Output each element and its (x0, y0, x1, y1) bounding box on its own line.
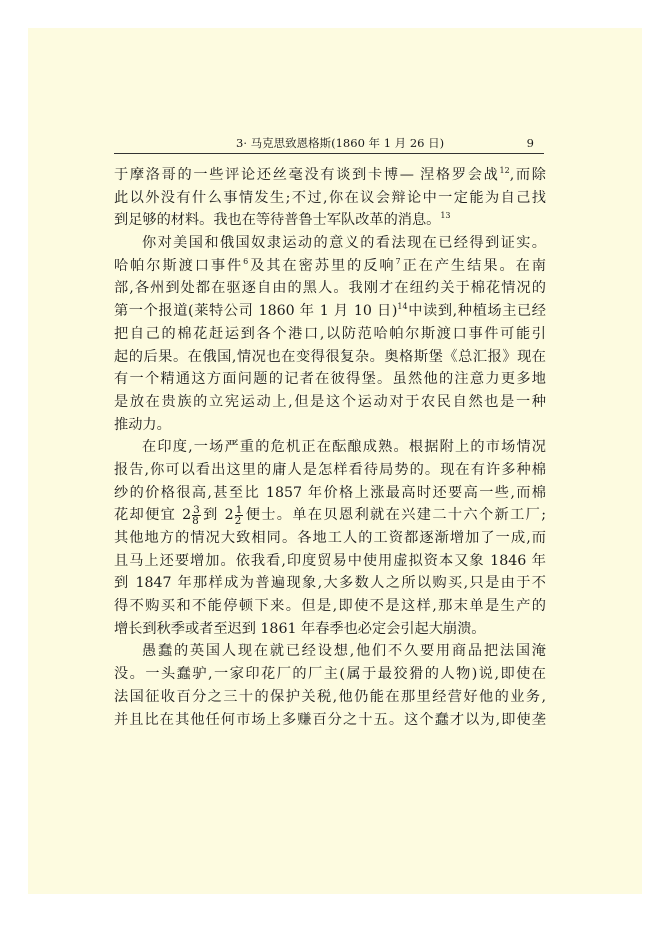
text-line: 到 1847 年那样成为普遍现象,大多数人之所以购买,只是由于不 (114, 575, 546, 592)
running-header (114, 133, 544, 154)
text-line: 愚蠢的英国人现在就已经设想,他们不久要用商品把法国淹 (142, 643, 546, 660)
text-segment: 便士。单在贝恩利就在兴建二十六个新工厂; (244, 507, 546, 524)
text-segment: 哈帕尔斯渡口事件 (114, 257, 244, 274)
text-line: 此以外没有什么事情发生;不过,你在议会辩论中一定能为自己找 (114, 189, 546, 206)
text-segment: ,而除 (509, 167, 546, 183)
text-segment: 第一个报道(莱特公司 1860 年 1 月 10 日) (114, 303, 398, 320)
text-line: 起的后果。在俄国,情况也在变得很复杂。奥格斯堡《总汇报》现在 (114, 348, 546, 365)
text-line (114, 300, 546, 323)
page-number: 9 (526, 136, 534, 150)
fraction-denominator: 2 (234, 514, 242, 527)
text-segment: 到 2 (201, 507, 234, 524)
footnote-ref: 12 (499, 166, 510, 175)
text-line: 是放在贵族的立宪运动上,但是这个运动对于农民自然也是一种 (114, 393, 546, 410)
text-segment: 中读到,种植场主已经 (407, 303, 546, 320)
text-segment: 正在产生结果。在南 (400, 257, 546, 274)
text-line: 有一个精通这方面问题的记者在彼得堡。虽然他的注意力更多地 (114, 371, 546, 388)
text-line (114, 504, 546, 527)
text-segment: 到足够的材料。我也在等待普鲁士军队改革的消息。 (114, 212, 441, 229)
fraction-denominator: 8 (192, 514, 199, 527)
text-line: 其他地方的情况大致相同。各地工人的工资都逐渐增加了一成,而 (114, 530, 546, 546)
footnote-ref: 6 (243, 256, 249, 266)
text-segment: 及其在密苏里的反响 (248, 257, 396, 274)
text-line: 你对美国和俄国奴隶运动的意义的看法现在已经得到证实。 (142, 235, 546, 252)
text-line: 纱的价格很高,甚至比 1857 年价格上涨最高时还要高一些,而棉 (114, 484, 546, 501)
fraction-numerator: 1 (235, 504, 243, 516)
text-segment: 于摩洛哥的一些评论还丝毫没有谈到卡博— 涅格罗会战 (114, 167, 500, 183)
text-line (114, 164, 546, 187)
body-text (114, 164, 546, 731)
text-line (114, 255, 546, 278)
footnote-ref: 13 (440, 211, 451, 221)
footnote-ref: 14 (397, 302, 408, 312)
text-line: 推动力。 (114, 416, 171, 433)
text-line: 没。一头蠢驴,一家印花厂的厂主(属于最狡猾的人物)说,即使在 (114, 666, 546, 683)
text-line: 法国征收百分之三十的保护关税,他仍能在那里经营好他的业务, (114, 688, 546, 705)
text-line: 把自己的棉花赶运到各个港口,以防范哈帕尔斯渡口事件可能引 (114, 325, 546, 342)
text-line: 增长到秋季或者至迟到 1861 年春季也必定会引起大崩溃。 (114, 620, 486, 637)
running-title: 3· 马克思致恩格斯(1860 年 1 月 26 日) (236, 136, 445, 150)
text-line: 在印度,一场严重的危机正在酝酿成熟。根据附上的市场情况 (142, 439, 546, 456)
text-line (114, 209, 546, 232)
text-line: 并且比在其他任何市场上多赚百分之十五。这个蠢才以为,即使垄 (114, 711, 546, 728)
text-line: 部,各州到处都在驱逐自由的黑人。我刚才在纽约关于棉花情况的 (114, 280, 546, 297)
text-line: 报告,你可以看出这里的庸人是怎样看待局势的。现在有许多种棉 (114, 461, 546, 478)
fraction-numerator: 3 (193, 504, 200, 516)
text-segment: 花却便宜 2 (114, 507, 192, 524)
footnote-ref: 7 (395, 256, 401, 266)
text-line: 得不购买和不能停顿下来。但是,即使不是这样,那末单是生产的 (114, 598, 546, 615)
fraction (235, 505, 244, 526)
text-line: 且马上还要增加。依我看,印度贸易中使用虚拟资本又象 1846 年 (114, 552, 546, 569)
fraction (192, 505, 201, 526)
